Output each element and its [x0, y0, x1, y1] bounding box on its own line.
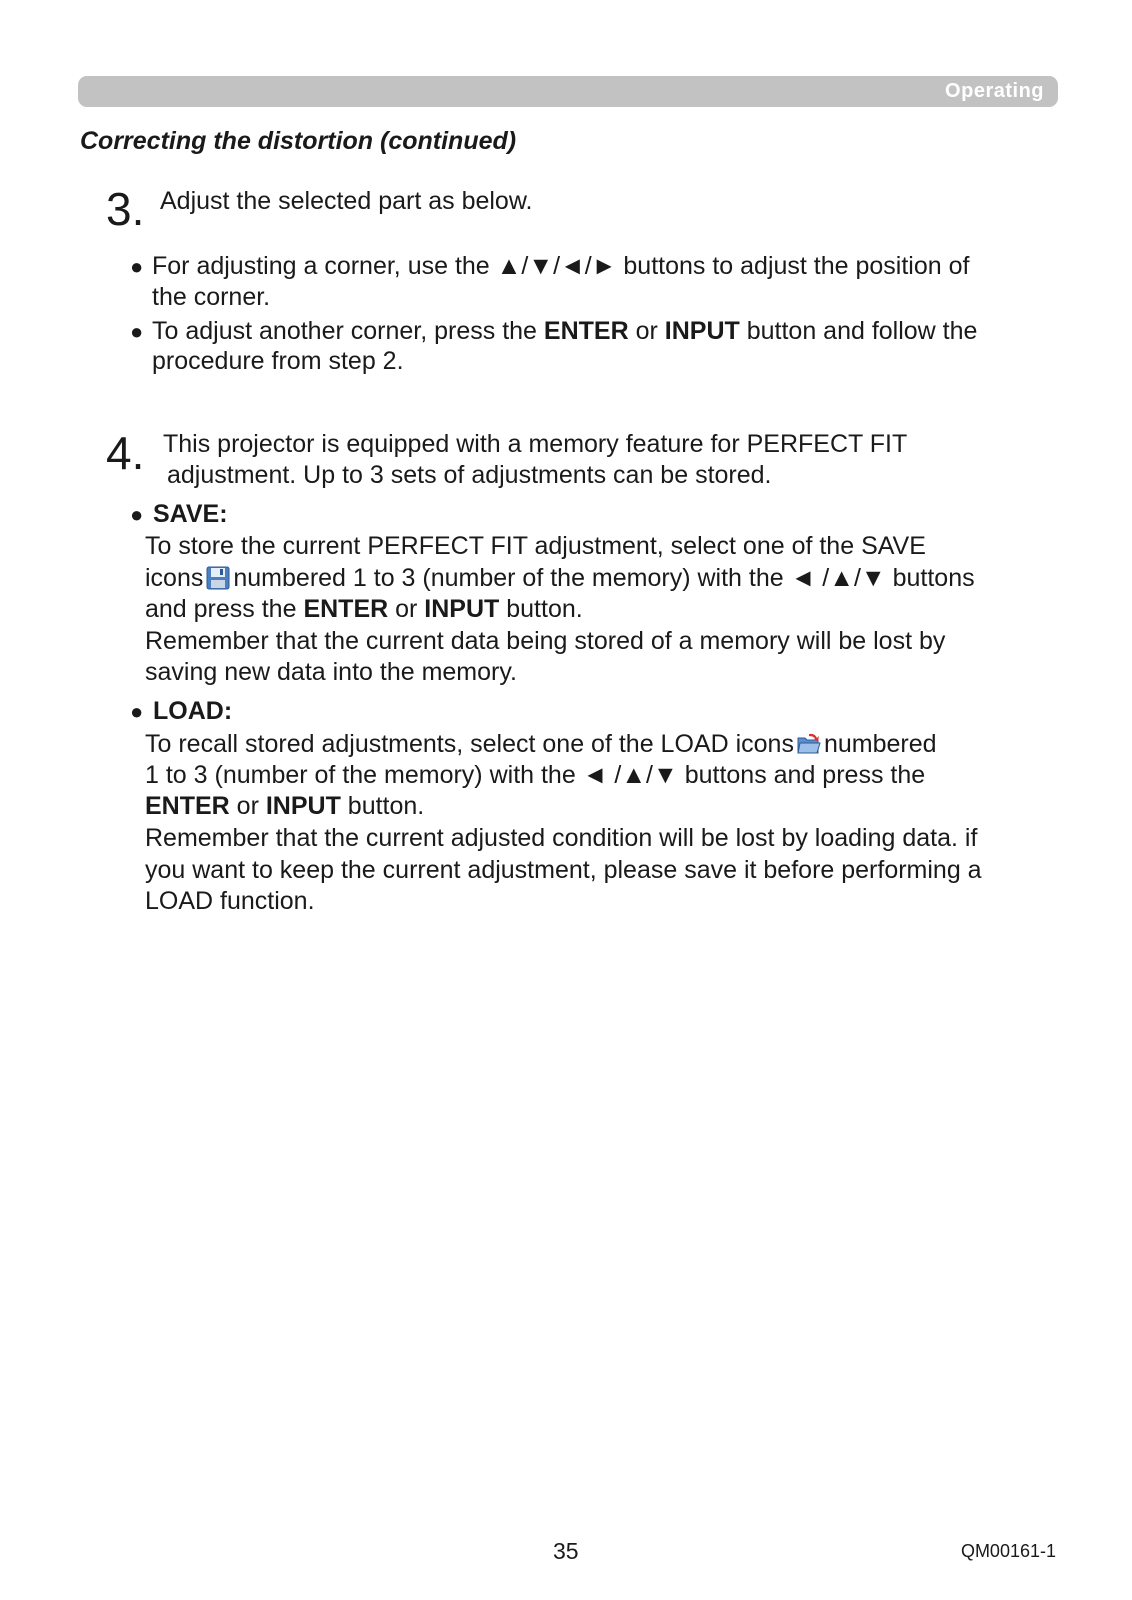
header-bar	[78, 76, 1058, 107]
page-number: 35	[553, 1538, 579, 1564]
text-segment: button.	[499, 595, 583, 623]
enter-button-label: ENTER	[543, 317, 629, 345]
step-3-bullet-1-line-1: For adjusting a corner, use the ▲/▼/◄/► buttons to adjust the position of	[152, 252, 970, 280]
text-segment: numbered	[823, 730, 937, 758]
step-4-number: 4.	[106, 427, 145, 479]
save-line-1: To store the current PERFECT FIT adjustment, select one of the SAVE	[145, 532, 926, 560]
bullet-icon: ●	[130, 254, 144, 279]
load-line-3	[145, 791, 424, 822]
step-3-bullet-2-line-1	[152, 316, 977, 347]
text-segment: To adjust another corner, press the	[152, 317, 544, 345]
save-line-4: Remember that the current data being stored of a memory will be lost by	[145, 627, 946, 655]
enter-button-label: ENTER	[145, 792, 230, 820]
text-segment: or	[229, 792, 266, 820]
load-line-6: LOAD function.	[145, 887, 315, 915]
text-segment: button and follow the	[739, 317, 978, 345]
bullet-icon: ●	[130, 699, 144, 724]
bullet-icon: ●	[130, 502, 144, 527]
step-3-text: Adjust the selected part as below.	[160, 187, 533, 215]
save-heading: SAVE:	[153, 500, 228, 528]
text-segment: and press the	[145, 595, 304, 623]
load-line-5: you want to keep the current adjustment, please save it before performing a	[145, 856, 982, 884]
load-line-1	[145, 729, 937, 760]
save-line-2	[145, 563, 975, 594]
text-segment: or	[388, 595, 425, 623]
section-title: Correcting the distortion (continued)	[80, 127, 517, 155]
input-button-label: INPUT	[664, 317, 740, 345]
step-3-bullet-1-line-2: the corner.	[152, 283, 271, 311]
input-button-label: INPUT	[424, 595, 500, 623]
load-heading: LOAD:	[153, 697, 233, 725]
document-code: QM00161-1	[960, 1541, 1056, 1561]
save-line-3	[145, 594, 583, 625]
input-button-label: INPUT	[265, 792, 341, 820]
save-line-5: saving new data into the memory.	[145, 658, 517, 686]
step-4-line-1: This projector is equipped with a memory feature for PERFECT FIT	[163, 430, 908, 458]
load-line-4: Remember that the current adjusted condition will be lost by loading data. if	[145, 824, 978, 852]
text-segment: or	[628, 317, 665, 345]
step-4-line-2: adjustment. Up to 3 sets of adjustments can be stored.	[167, 461, 772, 489]
floppy-disk-icon	[206, 566, 230, 590]
enter-button-label: ENTER	[303, 595, 389, 623]
text-segment: icons	[145, 564, 204, 592]
open-folder-icon	[797, 732, 821, 756]
load-line-2: 1 to 3 (number of the memory) with the ◄ /▲/▼ buttons and press the	[145, 761, 926, 789]
text-segment: button.	[340, 792, 425, 820]
step-3-bullet-2-line-2: procedure from step 2.	[152, 347, 404, 375]
header-section-label: Operating	[945, 80, 1044, 102]
text-segment: To recall stored adjustments, select one of the LOAD icons	[145, 730, 794, 758]
bullet-icon: ●	[130, 319, 144, 344]
text-segment: numbered 1 to 3 (number of the memory) with the ◄ /▲/▼ buttons	[233, 564, 975, 592]
step-3-number: 3.	[106, 183, 145, 235]
